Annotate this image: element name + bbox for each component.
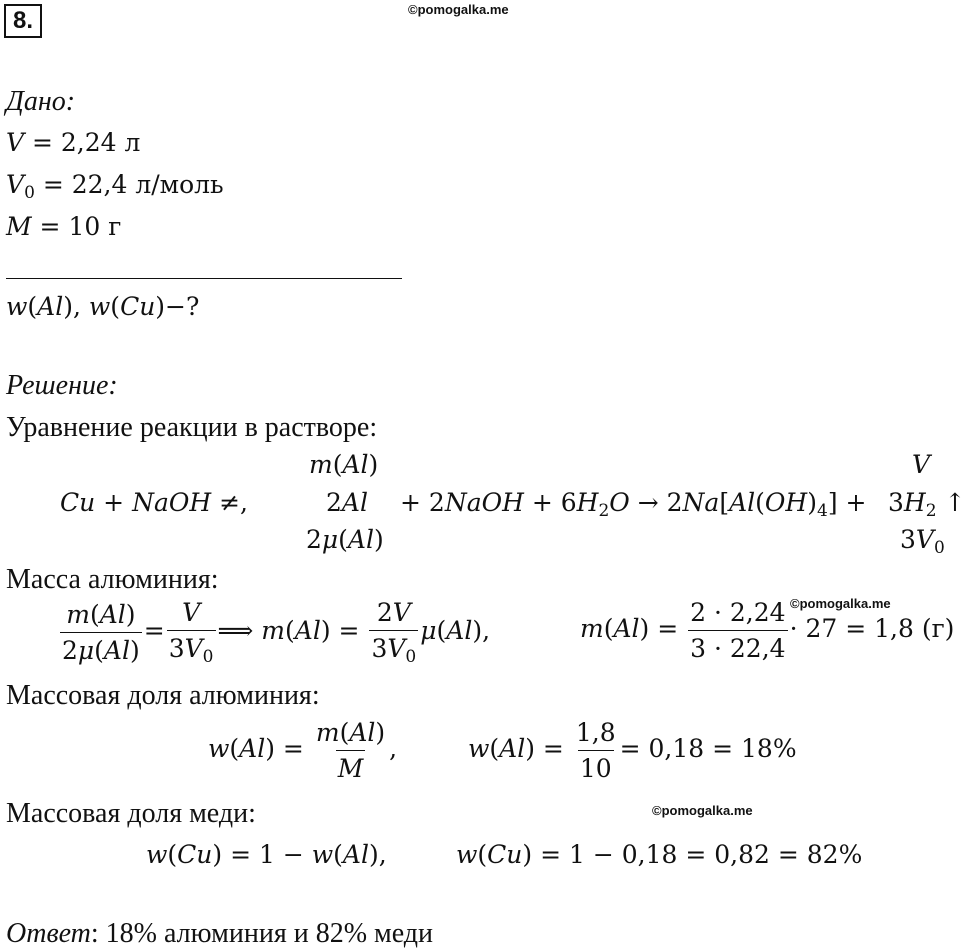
mass-al-calculation: m(Al) = $\frac{2 \cdot 2,24}{3 \cdot 22,4}$ · 27 = 1,8 (г)	[580, 598, 955, 663]
given-heading: Дано:	[6, 86, 76, 117]
h2-product: $3H_2$ ↑	[888, 488, 965, 521]
solution-heading: Решение:	[6, 370, 118, 401]
mass-al-formula: $\frac{m(Al)}{2\mu(Al)}$ = $\frac{V}{3V_0}$ ⟹ m(Al) = $\frac{2V}{3V_0}$ μ(Al),	[62, 598, 491, 667]
given-volume: V = 2,24 л	[6, 128, 141, 157]
mass-fraction-cu-formula: w(Cu) = 1 − w(Al),	[146, 840, 387, 869]
given-question: w(Al), w(Cu)−?	[6, 292, 200, 321]
mass-fraction-cu-label: Массовая доля меди:	[6, 798, 256, 829]
mass-fraction-al-label: Массовая доля алюминия:	[6, 680, 320, 711]
answer-label: Ответ	[6, 918, 91, 949]
watermark: ©pomogalka.me	[408, 2, 509, 17]
mass-fraction-al-formula: w(Al) = $\frac{m(Al)}{M}$ ,	[208, 718, 398, 783]
given-molar-volume: $V_0 = 22,4$ л/моль	[6, 170, 224, 203]
answer	[6, 918, 433, 950]
al-reaction-rest: + 2NaOH + $6H_2O \to 2Na[Al(OH)_4]$ +	[400, 488, 867, 521]
al-coefficient: 2Al	[326, 488, 368, 517]
mass-fraction-al-calculation: w(Al) = $\frac{1,8}{10}$ = 0,18 = 18%	[468, 718, 797, 783]
given-mass: M = 10 г	[6, 212, 122, 241]
watermark: ©pomogalka.me	[790, 596, 891, 611]
mass-al-label: Масса алюминия:	[6, 564, 219, 595]
problem-number: 8.	[4, 4, 42, 38]
cu-reaction: Cu + NaOH ≠,	[60, 488, 248, 517]
answer-text: : 18% алюминия и 82% меди	[90, 918, 434, 949]
h2-volume-bottom: $3V_0$	[900, 525, 945, 558]
given-divider	[6, 278, 402, 279]
al-mass-top: m(Al)	[309, 450, 379, 479]
h2-volume-top: V	[912, 450, 931, 479]
mass-fraction-cu-calculation: w(Cu) = 1 − 0,18 = 0,82 = 82%	[456, 840, 863, 869]
al-mu-bottom: 2μ(Al)	[306, 525, 384, 554]
watermark: ©pomogalka.me	[652, 803, 753, 818]
reaction-label: Уравнение реакции в растворе:	[6, 412, 378, 443]
